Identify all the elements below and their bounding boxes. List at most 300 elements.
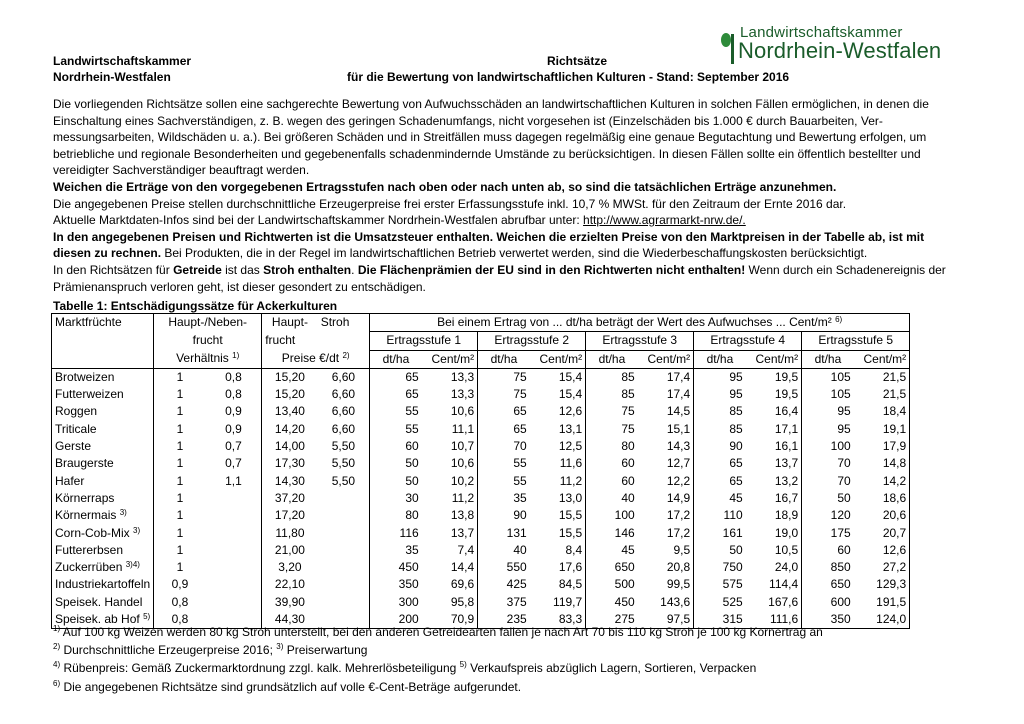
value-cent-cell: 13,1	[530, 421, 586, 438]
value-cent-cell: 8,4	[530, 542, 586, 559]
footnote-6-text: Die angegebenen Richtsätze sind grundsätzlich auf volle €-Cent-Beträge aufgerundet.	[60, 680, 522, 694]
yield-dt-cell: 100	[830, 439, 851, 454]
table-row	[52, 473, 910, 490]
straw-note-d: Stroh enthalten	[263, 262, 352, 277]
ratio-main-cell: 1	[176, 369, 184, 384]
value-cent-cell: 18,6	[854, 490, 910, 507]
yield-dt-cell: 350	[398, 577, 419, 592]
yield-dt-cell: 650	[830, 577, 851, 592]
price-main-cell: 37,20	[262, 490, 318, 507]
value-cent-cell: 13,7	[422, 525, 478, 542]
value-cent-cell: 14,9	[638, 490, 694, 507]
crop-name: Industriekartoffeln	[55, 577, 151, 592]
ratio-main-cell: 1	[176, 456, 184, 471]
unit-dt-4: dt/ha	[694, 350, 746, 368]
ratio-main-cell: 1	[176, 508, 184, 523]
value-cent-cell: 17,2	[638, 507, 694, 524]
price-straw-cell	[318, 525, 370, 542]
value-cent-cell: 20,7	[854, 525, 910, 542]
yield-dt-cell: 105	[830, 387, 851, 402]
ratio-side-cell: 0,7	[225, 439, 242, 454]
ratio-side-cell	[206, 525, 262, 542]
yield-dt-cell: 110	[723, 508, 743, 523]
yield-dt-cell: 275	[586, 611, 638, 629]
yield-dt-cell: 80	[621, 439, 635, 454]
ratio-side-cell: 0,7	[225, 456, 242, 471]
value-cent-cell: 18,9	[746, 507, 802, 524]
ratio-side-cell	[206, 542, 262, 559]
value-cent-cell: 13,7	[746, 455, 802, 472]
yield-dt-cell: 85	[621, 369, 635, 384]
yield-dt-cell: 60	[405, 439, 419, 454]
footnote-5-marker: 5)	[459, 660, 467, 669]
col-header-value	[370, 314, 910, 332]
ratio-side-cell	[206, 576, 262, 593]
value-cent-cell: 24,0	[746, 559, 802, 576]
table-body	[52, 368, 910, 628]
value-cent-cell: 15,4	[530, 386, 586, 403]
crop-footnote-marker: 3)	[133, 525, 141, 535]
value-cent-cell: 99,5	[638, 576, 694, 593]
document-title: Richtsätze	[547, 54, 608, 68]
straw-note-b: Getreide	[173, 262, 222, 277]
yield-dt-cell: 40	[621, 490, 635, 505]
value-cent-cell: 12,5	[530, 438, 586, 455]
price-straw-cell: 5,50	[318, 473, 370, 490]
table-row	[52, 594, 910, 611]
yield-dt-cell: 65	[513, 404, 527, 419]
col-header-straw: Stroh	[318, 314, 370, 332]
org-name-line1: Landwirtschaftskammer	[53, 54, 192, 68]
yield-dt-cell: 90	[729, 439, 743, 454]
unit-cent-4: Cent/m²	[746, 350, 802, 368]
footnote-3-text: Preiserwartung	[283, 643, 368, 657]
yield-dt-cell: 95	[729, 369, 743, 384]
intro-paragraph-1: Die vorliegenden Richtsätze sollen eine sachgerechte Bewertung von Aufwuchsschäden an landwirtschaftlichen Kulturen in solchen Fällen ermöglichen, in denen die Einschaltung eines Sachverständigen, z. B. wegen des geringen Schadenumfangs, nicht vorgesehen ist (Einzelschäden bis 1.000 € durch Bauarbeiten, Ver-messungsarbeiten, Wildschäden u. a.). Bei größeren Schäden und in Streitfällen muss dagegen regelmäßig eine genaue Begutachtung und Bewertung erfolgen, um betriebliche und regionale Besonderheiten und gegebenenfalls schadenmindernde Umstände zu berücksichtigen. In diesen Fällen sollte ein öffentlich bestellter und vereidigter Sachverständiger beauftragt werden.	[53, 97, 929, 178]
value-cent-cell: 15,5	[530, 525, 586, 542]
yield-dt-cell: 70	[837, 456, 851, 471]
footnote-5-text: Verkaufspreis abzüglich Lagern, Sortieren, Verpacken	[466, 661, 757, 675]
value-cent-cell: 111,6	[746, 611, 802, 629]
yield-dt-cell: 161	[722, 525, 743, 540]
value-cent-cell: 13,3	[422, 386, 478, 403]
price-straw-cell	[318, 542, 370, 559]
unit-cent-1: Cent/m²	[422, 350, 478, 368]
yield-dt-cell: 85	[729, 404, 743, 419]
price-straw-cell: 6,60	[318, 421, 370, 438]
intro-paragraph-5	[53, 229, 963, 262]
value-cent-cell: 14,2	[854, 473, 910, 490]
value-cent-cell: 16,4	[746, 403, 802, 420]
yield-dt-cell: 50	[837, 490, 851, 505]
value-cent-cell: 16,7	[746, 490, 802, 507]
value-cent-cell: 17,4	[638, 368, 694, 386]
market-info-text: Aktuelle Marktdaten-Infos sind bei der Landwirtschaftskammer Nordrhein-Westfalen abrufbar unter:	[53, 213, 584, 228]
value-cent-cell: 27,2	[854, 559, 910, 576]
price-straw-cell	[318, 507, 370, 524]
yield-dt-cell: 105	[830, 369, 851, 384]
premium-loss-note: Wenn durch ein Schadenereignis der Prämienanspruch verloren geht, ist dieser gesondert zu entschädigen.	[53, 262, 946, 294]
price-straw-cell: 5,50	[318, 455, 370, 472]
yield-dt-cell: 50	[405, 473, 419, 488]
value-cent-cell: 15,4	[530, 368, 586, 386]
value-cent-cell: 12,6	[854, 542, 910, 559]
value-cent-cell: 19,5	[746, 368, 802, 386]
footnote-2-text: Durchschnittliche Erzeugerpreise 2016;	[60, 643, 277, 657]
yield-dt-cell: 525	[722, 594, 743, 609]
value-cent-cell: 70,9	[422, 611, 478, 629]
yield-dt-cell: 55	[513, 456, 527, 471]
yield-dt-cell: 35	[513, 490, 527, 505]
crop-footnote-marker: 3)	[119, 508, 127, 518]
value-cent-cell: 20,6	[854, 507, 910, 524]
value-cent-cell: 13,0	[530, 490, 586, 507]
tax-note-bold: In den angegebenen Preisen und Richtwerten ist die Umsatzsteuer enthalten. Weichen die erzielten Preise von den Marktpreisen in der Tabelle ab, ist mit diesen zu rechnen.	[53, 229, 925, 261]
ratio-side-cell	[206, 507, 262, 524]
price-straw-cell: 6,60	[318, 403, 370, 420]
ratio-main-cell: 1	[176, 473, 184, 488]
unit-dt-3: dt/ha	[586, 350, 638, 368]
yield-dt-cell: 75	[621, 421, 635, 436]
value-cent-cell: 11,1	[422, 421, 478, 438]
col-header-main-2: frucht	[262, 332, 318, 350]
price-straw-cell	[318, 490, 370, 507]
header-row-1	[52, 314, 910, 332]
yield-dt-cell: 350	[802, 611, 854, 629]
header-row-2	[52, 332, 910, 350]
yield-dt-cell: 75	[621, 404, 635, 419]
yield-dt-cell: 175	[830, 525, 851, 540]
value-cent-cell: 21,5	[854, 368, 910, 386]
yield-dt-cell: 95	[837, 421, 851, 436]
ratio-main-cell: 0,9	[171, 577, 189, 592]
ratio-main-cell: 1	[176, 490, 184, 505]
yield-dt-cell: 35	[405, 542, 419, 557]
ratio-side-cell: 0,8	[225, 387, 242, 402]
value-cent-cell: 19,1	[854, 421, 910, 438]
value-cent-cell: 12,6	[530, 403, 586, 420]
yield-dt-cell: 70	[837, 473, 851, 488]
intro-text	[53, 96, 963, 295]
crop-name: Futterweizen	[55, 387, 124, 402]
value-cent-cell: 11,6	[530, 455, 586, 472]
value-cent-cell: 16,1	[746, 438, 802, 455]
yield-dt-cell: 95	[837, 404, 851, 419]
table-row	[52, 490, 910, 507]
chamber-logo	[720, 24, 950, 64]
table-row	[52, 576, 910, 593]
value-cent-cell: 13,8	[422, 507, 478, 524]
yield-dt-cell: 65	[405, 387, 419, 402]
crop-name-cell	[52, 542, 154, 559]
intro-paragraph-4	[53, 212, 963, 229]
price-main-cell: 44,30	[262, 611, 318, 629]
yield-dt-cell: 146	[614, 525, 635, 540]
value-cent-cell: 69,6	[422, 576, 478, 593]
footnote-1-text: Auf 100 kg Weizen werden 80 kg Stroh unterstellt, bei den anderen Getreidearten fallen je nach Art 70 bis 110 kg Stroh je 100 kg Kornertrag an	[60, 625, 823, 639]
ratio-side-cell	[206, 559, 262, 576]
yield-dt-cell: 375	[506, 594, 527, 609]
price-main-cell: 17,20	[262, 507, 318, 524]
ratio-main-cell: 1	[176, 439, 184, 454]
value-cent-cell: 10,5	[746, 542, 802, 559]
value-cent-cell: 21,5	[854, 386, 910, 403]
table-row	[52, 438, 910, 455]
yield-dt-cell: 65	[513, 421, 527, 436]
price-main-cell: 14,00	[262, 438, 318, 455]
price-main-cell: 14,30	[262, 473, 318, 490]
value-cent-cell: 143,6	[638, 594, 694, 611]
straw-note-a: In den Richtsätzen für	[53, 262, 174, 277]
value-cent-cell: 11,2	[530, 473, 586, 490]
level-header-5: Ertragsstufe 5	[802, 332, 910, 350]
straw-note-e: .	[351, 262, 358, 277]
yield-dt-cell: 30	[405, 490, 419, 505]
yield-dt-cell: 450	[614, 594, 635, 609]
ratio-side-cell: 1,1	[225, 473, 242, 488]
footnote-1-marker: 1)	[53, 624, 61, 633]
crop-name: Körnerraps	[55, 490, 115, 505]
value-cent-cell: 7,4	[422, 542, 478, 559]
yield-dt-cell: 90	[513, 508, 527, 523]
value-cent-cell: 10,6	[422, 455, 478, 472]
value-cent-cell: 83,3	[530, 611, 586, 629]
ratio-main-cell: 1	[176, 542, 184, 557]
crop-name: Speisek. ab Hof	[55, 612, 140, 627]
value-cent-cell: 17,9	[854, 438, 910, 455]
value-cent-cell: 10,6	[422, 403, 478, 420]
intro-paragraph-3: Die angegebenen Preise stellen durchschnittliche Erzeugerpreise frei erster Erfassungsstufe inkl. 10,7 % MWSt. für den Zeitraum der Ernte 2016 dar.	[53, 196, 847, 211]
price-main-cell: 13,40	[262, 403, 318, 420]
price-straw-cell	[318, 576, 370, 593]
table-row	[52, 507, 910, 524]
value-cent-cell: 84,5	[530, 576, 586, 593]
crop-name: Roggen	[55, 404, 98, 419]
col-header-price	[262, 350, 370, 368]
price-header-footnote: 2)	[342, 351, 350, 361]
value-cent-cell: 12,7	[638, 455, 694, 472]
crop-name-cell	[52, 490, 154, 507]
table-row	[52, 542, 910, 559]
yield-dt-cell: 600	[830, 594, 851, 609]
col-header-crop: Marktfrüchte	[52, 314, 154, 332]
price-main-cell: 11,80	[262, 525, 318, 542]
yield-dt-cell: 80	[405, 508, 419, 523]
value-cent-cell: 12,2	[638, 473, 694, 490]
ratio-side-cell	[206, 490, 262, 507]
yield-dt-cell: 60	[621, 456, 635, 471]
yield-dt-cell: 60	[621, 473, 635, 488]
crop-name-cell	[52, 368, 154, 386]
price-straw-cell	[318, 594, 370, 611]
value-cent-cell: 14,8	[854, 455, 910, 472]
price-main-cell: 39,90	[262, 594, 318, 611]
compensation-table	[51, 313, 910, 629]
value-cent-cell: 17,1	[746, 421, 802, 438]
value-cent-cell: 10,7	[422, 438, 478, 455]
yield-dt-cell: 650	[614, 560, 635, 575]
yield-dt-cell: 575	[722, 577, 743, 592]
col-header-ratio-2: frucht	[192, 333, 223, 348]
unit-dt-2: dt/ha	[478, 350, 530, 368]
market-info-link[interactable]: http://www.agrarmarkt-nrw.de/.	[583, 213, 746, 228]
logo-text-line1: Landwirtschaftskammer	[740, 24, 903, 41]
yield-dt-cell: 500	[614, 577, 635, 592]
value-cent-cell: 114,4	[746, 576, 802, 593]
yield-dt-cell: 75	[513, 369, 527, 384]
price-main-cell: 15,20	[262, 386, 318, 403]
yield-dt-cell: 50	[405, 456, 419, 471]
level-header-3: Ertragsstufe 3	[586, 332, 694, 350]
price-straw-cell: 5,50	[318, 438, 370, 455]
yield-dt-cell: 750	[722, 560, 743, 575]
value-cent-cell: 13,3	[422, 368, 478, 386]
yield-dt-cell: 45	[621, 542, 635, 557]
footnote-6-marker: 6)	[53, 679, 61, 688]
yield-dt-cell: 40	[513, 542, 527, 557]
price-main-cell: 15,20	[262, 368, 318, 386]
value-cent-cell: 18,4	[854, 403, 910, 420]
yield-dt-cell: 55	[405, 404, 419, 419]
value-cent-cell: 19,0	[746, 525, 802, 542]
crop-name-cell	[52, 386, 154, 403]
table-row	[52, 421, 910, 438]
price-main-cell: 17,30	[262, 455, 318, 472]
unit-dt-1: dt/ha	[370, 350, 422, 368]
price-straw-cell: 6,60	[318, 386, 370, 403]
crop-name: Braugerste	[55, 456, 114, 471]
yield-dt-cell: 450	[398, 560, 419, 575]
eu-premium-note: Die Flächenprämien der EU sind in den Richtwerten nicht enthalten!	[357, 262, 746, 277]
table-row	[52, 403, 910, 420]
value-cent-cell: 191,5	[854, 594, 910, 611]
crop-name-cell	[52, 576, 154, 593]
table-row	[52, 559, 910, 576]
crop-name: Corn-Cob-Mix	[55, 525, 130, 540]
value-header-text: Bei einem Ertrag von ... dt/ha beträgt der Wert des Aufwuchses ... Cent/m²	[437, 315, 832, 329]
table-row	[52, 368, 910, 386]
yield-dt-cell: 75	[513, 387, 527, 402]
yield-dt-cell: 65	[405, 369, 419, 384]
document-subtitle: für die Bewertung von landwirtschaftlichen Kulturen - Stand: September 2016	[347, 70, 790, 84]
ratio-main-cell: 1	[176, 404, 184, 419]
yield-dt-cell: 65	[729, 473, 743, 488]
value-cent-cell: 14,4	[422, 559, 478, 576]
table-row	[52, 525, 910, 542]
yield-dt-cell: 65	[729, 456, 743, 471]
ratio-header-footnote: 1)	[232, 351, 240, 361]
crop-name: Triticale	[55, 421, 97, 436]
crop-name-cell	[52, 525, 154, 542]
footnote-4-marker: 4)	[53, 660, 61, 669]
ratio-main-cell: 1	[176, 387, 184, 402]
price-main-cell: 3,20	[262, 559, 318, 576]
yield-dt-cell: 45	[729, 490, 743, 505]
yield-dt-cell: 300	[398, 594, 419, 609]
yield-dt-cell: 550	[506, 560, 527, 575]
table-title: Tabelle 1: Entschädigungssätze für Ackerkulturen	[53, 299, 338, 313]
ratio-side-cell	[206, 594, 262, 611]
level-header-1: Ertragsstufe 1	[370, 332, 478, 350]
value-cent-cell: 95,8	[422, 594, 478, 611]
col-header-main-1: Haupt-	[262, 314, 318, 332]
crop-name-cell	[52, 559, 154, 576]
col-header-straw-spacer	[318, 332, 370, 350]
footnote-3-marker: 3)	[276, 642, 284, 651]
price-main-cell: 21,00	[262, 542, 318, 559]
footnote-2-3	[53, 642, 367, 658]
value-cent-cell: 17,2	[638, 525, 694, 542]
ratio-header-text: Verhältnis	[176, 351, 229, 366]
value-cent-cell: 10,2	[422, 473, 478, 490]
yield-dt-cell: 55	[513, 473, 527, 488]
crop-name: Speisek. Handel	[55, 594, 143, 609]
ratio-main-cell: 1	[176, 421, 184, 436]
footnote-4-5	[53, 660, 756, 676]
footnote-1	[53, 624, 823, 640]
crop-name-cell	[52, 507, 154, 524]
ratio-main-cell: 1	[176, 560, 184, 575]
footnote-4-text: Rübenpreis: Gemäß Zuckermarktordnung zzgl. kalk. Mehrerlösbeteiligung	[60, 661, 460, 675]
value-cent-cell: 97,5	[638, 611, 694, 629]
col-header-crop-spacer-2	[52, 350, 154, 368]
value-cent-cell: 15,5	[530, 507, 586, 524]
ratio-side-cell: 0,9	[225, 421, 242, 436]
value-cent-cell: 20,8	[638, 559, 694, 576]
crop-name-cell	[52, 403, 154, 420]
value-header-footnote: 6)	[835, 315, 843, 324]
crop-name-cell	[52, 473, 154, 490]
yield-dt-cell: 85	[621, 387, 635, 402]
ratio-main-cell: 0,8	[171, 594, 189, 609]
price-main-cell: 22,10	[262, 576, 318, 593]
yield-dt-cell: 200	[370, 611, 422, 629]
price-straw-cell: 6,60	[318, 368, 370, 386]
intro-paragraph-6	[53, 262, 963, 295]
value-cent-cell: 11,2	[422, 490, 478, 507]
table-row	[52, 455, 910, 472]
header-row-3	[52, 350, 910, 368]
value-cent-cell: 9,5	[638, 542, 694, 559]
value-cent-cell: 17,4	[638, 386, 694, 403]
ratio-main-cell: 1	[176, 525, 184, 540]
unit-cent-3: Cent/m²	[638, 350, 694, 368]
logo-leaf-icon	[720, 30, 738, 64]
crop-name: Hafer	[55, 473, 85, 488]
price-main-cell: 14,20	[262, 421, 318, 438]
value-cent-cell: 167,6	[746, 594, 802, 611]
crop-name: Zuckerrüben	[55, 560, 123, 575]
yield-dt-cell: 50	[729, 542, 743, 557]
unit-cent-2: Cent/m²	[530, 350, 586, 368]
ratio-side-cell: 0,8	[225, 369, 242, 384]
yield-dt-cell: 60	[837, 542, 851, 557]
crop-name-cell	[52, 438, 154, 455]
unit-cent-5: Cent/m²	[854, 350, 910, 368]
yield-dt-cell: 425	[506, 577, 527, 592]
yield-dt-cell: 95	[729, 387, 743, 402]
table-row	[52, 386, 910, 403]
logo-text-line2: Nordrhein-Westfalen	[738, 38, 942, 63]
value-cent-cell: 124,0	[854, 611, 910, 629]
col-header-crop-spacer	[52, 332, 154, 350]
tax-note-rest: Bei Produkten, die in der Regel im landwirtschaftlichen Betrieb verwertet werden, sind die Wiederbeschaffungskosten berücksichtigt.	[161, 246, 868, 261]
crop-name: Körnermais	[55, 508, 117, 523]
yield-dt-cell: 55	[405, 421, 419, 436]
ratio-main-cell: 0,8	[154, 611, 206, 629]
yield-dt-cell: 70	[513, 439, 527, 454]
org-name-line2: Nordrhein-Westfalen	[53, 70, 171, 84]
